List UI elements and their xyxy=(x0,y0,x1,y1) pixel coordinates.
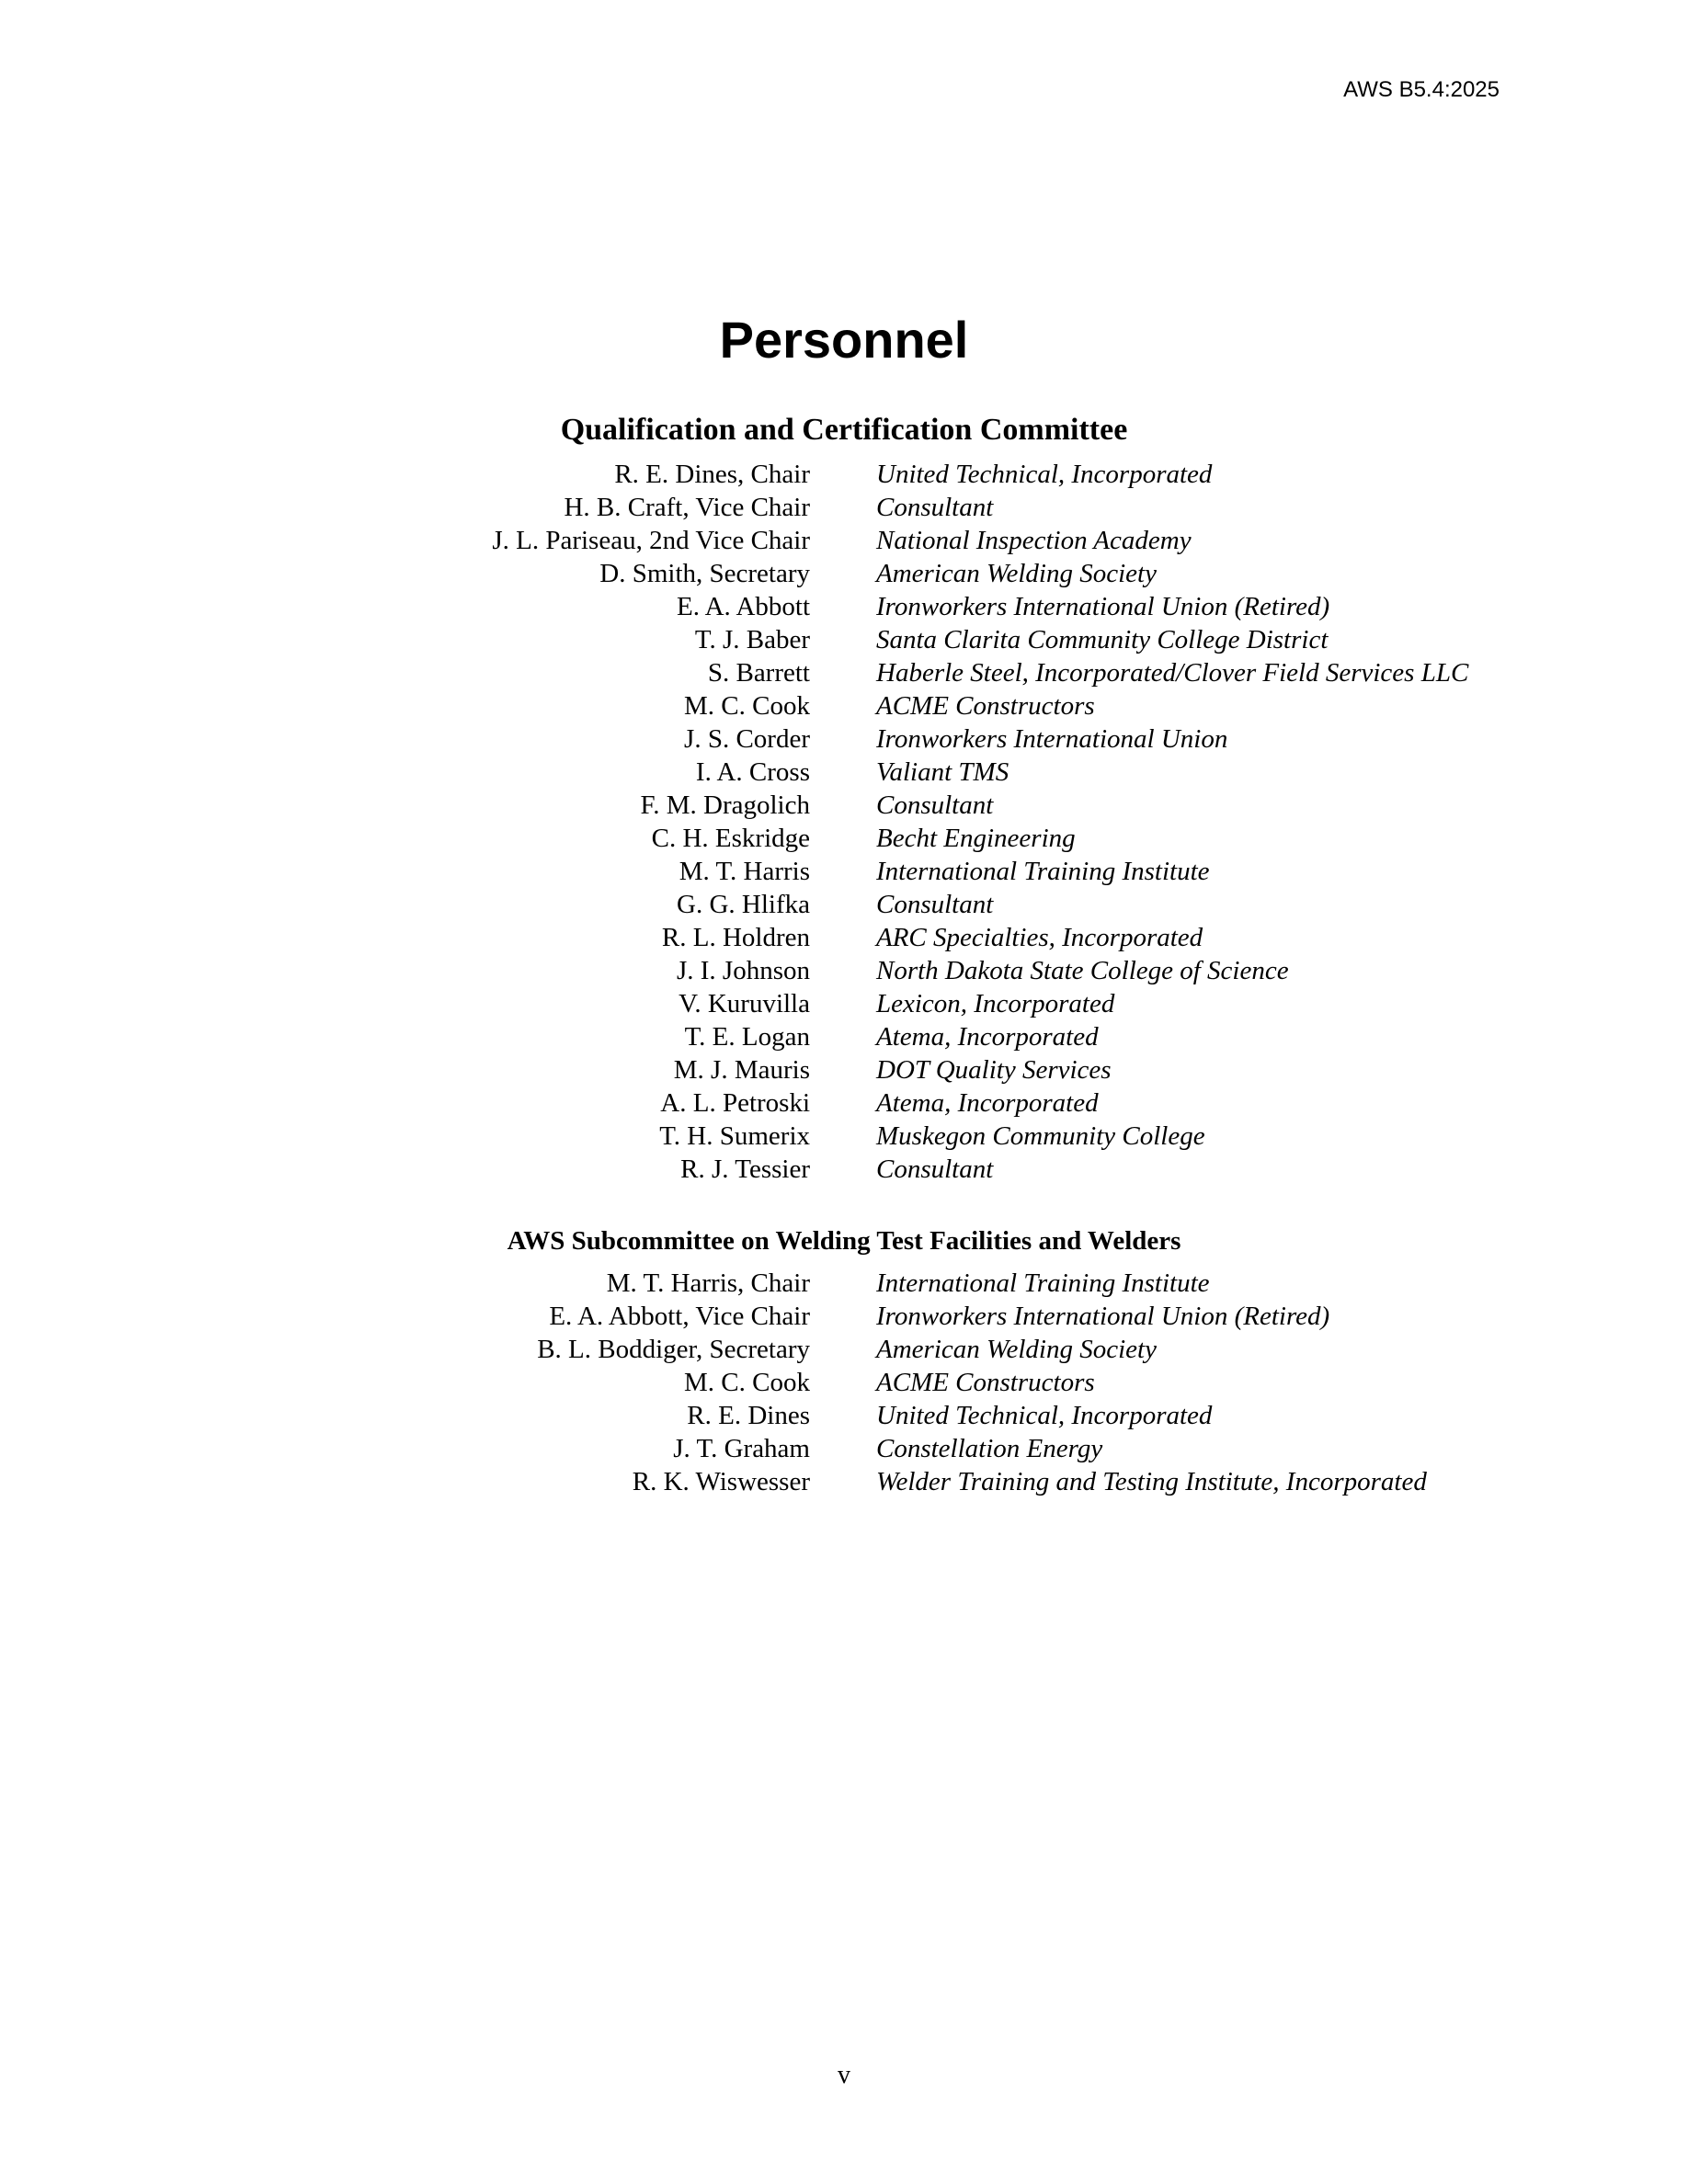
member-row xyxy=(0,689,1688,722)
member-organization: Welder Training and Testing Institute, Incorporated xyxy=(876,1467,1427,1496)
member-name: V. Kuruvilla xyxy=(679,989,810,1018)
member-name: A. L. Petroski xyxy=(660,1088,810,1118)
member-organization: Constellation Energy xyxy=(876,1434,1103,1463)
member-row xyxy=(0,1120,1688,1153)
member-name: R. L. Holdren xyxy=(661,923,810,952)
member-name: R. E. Dines xyxy=(687,1401,810,1430)
member-organization: American Welding Society xyxy=(876,1335,1157,1364)
member-organization: ARC Specialties, Incorporated xyxy=(876,923,1203,952)
member-organization: Lexicon, Incorporated xyxy=(876,989,1115,1018)
member-name: M. J. Mauris xyxy=(673,1055,810,1085)
member-organization: ACME Constructors xyxy=(876,1368,1095,1397)
member-organization: Becht Engineering xyxy=(876,824,1076,853)
committee-title: Qualification and Certification Committee xyxy=(560,413,1128,447)
member-name: M. C. Cook xyxy=(684,691,810,721)
member-name: M. C. Cook xyxy=(684,1368,810,1397)
member-name: M. T. Harris, Chair xyxy=(606,1268,810,1298)
member-name: C. H. Eskridge xyxy=(651,824,810,853)
member-organization: Atema, Incorporated xyxy=(876,1022,1099,1052)
member-organization: United Technical, Incorporated xyxy=(876,460,1213,489)
member-row xyxy=(0,722,1688,756)
member-organization: Haberle Steel, Incorporated/Clover Field Services LLC xyxy=(876,658,1469,688)
member-row xyxy=(0,954,1688,987)
member-organization: International Training Institute xyxy=(876,857,1210,886)
member-name: T. J. Baber xyxy=(694,625,810,654)
member-name: T. E. Logan xyxy=(684,1022,810,1052)
member-row xyxy=(0,1267,1688,1300)
member-row xyxy=(0,1086,1688,1120)
member-organization: American Welding Society xyxy=(876,559,1157,588)
page-title: Personnel xyxy=(719,311,969,369)
member-organization: DOT Quality Services xyxy=(876,1055,1112,1085)
member-name: S. Barrett xyxy=(707,658,810,688)
member-name: I. A. Cross xyxy=(695,757,810,787)
committee-member-list xyxy=(0,458,1688,1186)
member-row xyxy=(0,1465,1688,1498)
member-organization: North Dakota State College of Science xyxy=(876,956,1289,985)
member-row xyxy=(0,1399,1688,1432)
member-name: J. T. Graham xyxy=(673,1434,810,1463)
member-row xyxy=(0,1366,1688,1399)
member-row xyxy=(0,656,1688,689)
member-row xyxy=(0,623,1688,656)
member-organization: Ironworkers International Union (Retired) xyxy=(876,592,1330,621)
member-row xyxy=(0,921,1688,954)
committee-section xyxy=(0,412,1688,1186)
member-name: R. K. Wiswesser xyxy=(632,1467,810,1496)
member-organization: Valiant TMS xyxy=(876,757,1009,787)
subcommittee-section xyxy=(0,1224,1688,1498)
member-row xyxy=(0,458,1688,491)
member-organization: Consultant xyxy=(876,890,994,919)
member-row xyxy=(0,756,1688,789)
member-name: H. B. Craft, Vice Chair xyxy=(564,493,810,522)
document-id: AWS B5.4:2025 xyxy=(1343,77,1500,102)
subcommittee-title: AWS Subcommittee on Welding Test Facilities and Welders xyxy=(507,1226,1181,1256)
member-name: E. A. Abbott xyxy=(676,592,810,621)
member-row xyxy=(0,1300,1688,1333)
member-row xyxy=(0,789,1688,822)
member-name: E. A. Abbott, Vice Chair xyxy=(549,1302,810,1331)
member-organization: National Inspection Academy xyxy=(876,526,1192,555)
member-row xyxy=(0,524,1688,557)
member-row xyxy=(0,1432,1688,1465)
subcommittee-member-list xyxy=(0,1267,1688,1498)
member-name: R. J. Tessier xyxy=(680,1155,810,1184)
member-name: G. G. Hlifka xyxy=(677,890,810,919)
member-organization: Muskegon Community College xyxy=(876,1121,1205,1151)
member-name: F. M. Dragolich xyxy=(640,791,810,820)
member-name: J. S. Corder xyxy=(684,724,810,754)
member-row xyxy=(0,1053,1688,1086)
member-row xyxy=(0,822,1688,855)
member-name: T. H. Sumerix xyxy=(659,1121,810,1151)
member-organization: Atema, Incorporated xyxy=(876,1088,1099,1118)
member-row xyxy=(0,491,1688,524)
member-organization: United Technical, Incorporated xyxy=(876,1401,1213,1430)
member-row xyxy=(0,557,1688,590)
member-row xyxy=(0,1153,1688,1186)
member-name: J. L. Pariseau, 2nd Vice Chair xyxy=(492,526,810,555)
member-row xyxy=(0,987,1688,1020)
member-organization: Consultant xyxy=(876,791,994,820)
member-organization: Ironworkers International Union xyxy=(876,724,1228,754)
member-organization: Consultant xyxy=(876,493,994,522)
member-organization: Consultant xyxy=(876,1155,994,1184)
member-name: D. Smith, Secretary xyxy=(599,559,810,588)
member-row xyxy=(0,590,1688,623)
member-row xyxy=(0,888,1688,921)
member-row xyxy=(0,1020,1688,1053)
member-name: R. E. Dines, Chair xyxy=(614,460,810,489)
member-name: J. I. Johnson xyxy=(676,956,810,985)
member-name: B. L. Boddiger, Secretary xyxy=(537,1335,810,1364)
member-organization: ACME Constructors xyxy=(876,691,1095,721)
member-organization: Ironworkers International Union (Retired) xyxy=(876,1302,1330,1331)
member-row xyxy=(0,855,1688,888)
member-organization: Santa Clarita Community College District xyxy=(876,625,1329,654)
member-name: M. T. Harris xyxy=(679,857,810,886)
page-number: v xyxy=(838,2061,850,2089)
member-row xyxy=(0,1333,1688,1366)
member-organization: International Training Institute xyxy=(876,1268,1210,1298)
